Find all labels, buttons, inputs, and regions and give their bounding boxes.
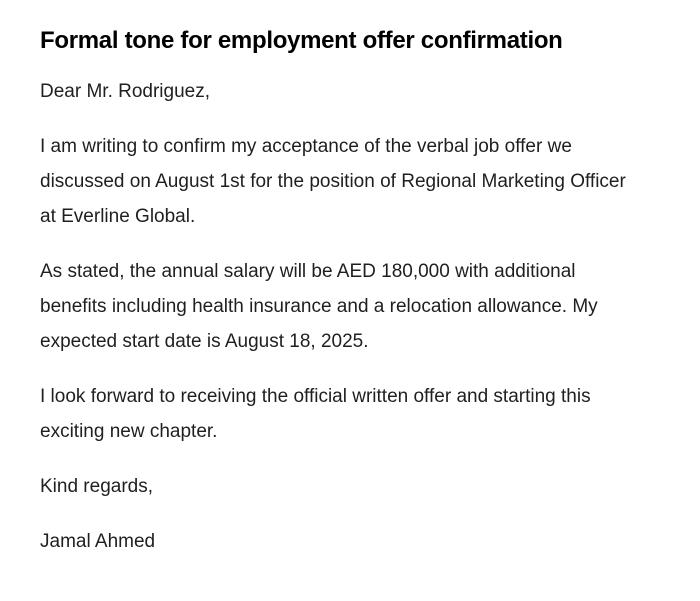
- body-paragraph-closing-remark: I look forward to receiving the official written offer and starting this exciting new chapter.: [40, 386, 591, 442]
- body-paragraph-confirmation: I am writing to confirm my acceptance of the verbal job offer we discussed on August 1st for the position of Regional Marketing Officer at Everline Global.: [40, 136, 626, 227]
- closing: Kind regards,: [40, 476, 154, 497]
- signature-name: Jamal Ahmed: [40, 531, 156, 552]
- page-title: Formal tone for employment offer confirmation: [40, 27, 563, 54]
- salutation: Dear Mr. Rodriguez,: [40, 81, 211, 102]
- body-paragraph-salary: As stated, the annual salary will be AED 180,000 with additional benefits including health insurance and a relocation allowance. My expected start date is August 18, 2025.: [40, 261, 598, 352]
